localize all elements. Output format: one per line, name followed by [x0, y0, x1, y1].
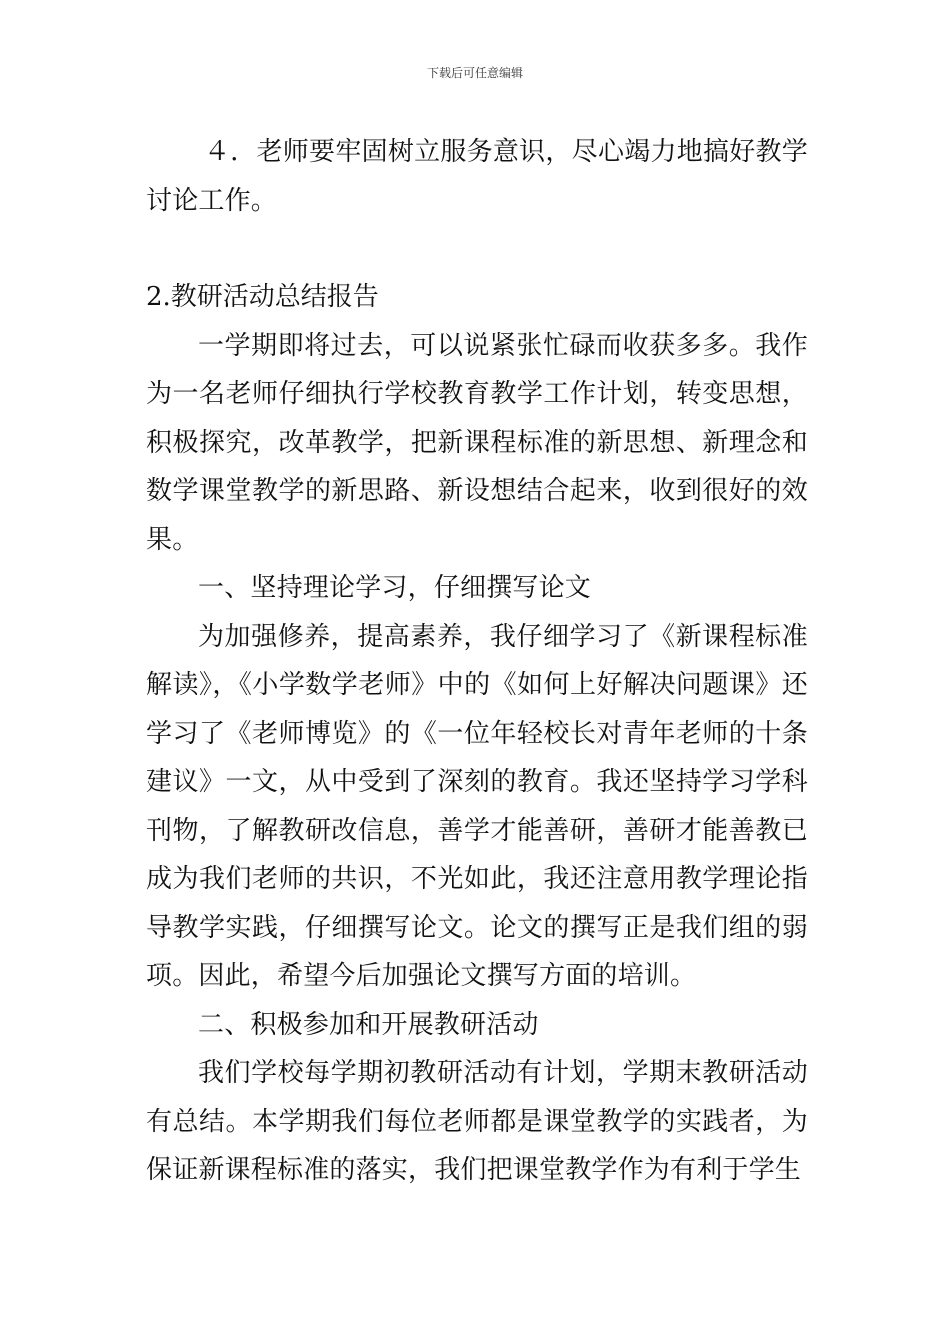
document-body — [146, 128, 808, 1195]
paragraph-item-4: ４．老师要牢固树立服务意识，尽心竭力地搞好教学讨论工作。 — [146, 137, 808, 216]
section-heading: 2.教研活动总结报告 — [146, 282, 379, 312]
page-header-note: 下载后可任意编辑 — [426, 66, 523, 80]
section-spacer — [146, 225, 808, 273]
intro-paragraph: 一学期即将过去，可以说紧张忙碌而收获多多。我作为一名老师仔细执行学校教育教学工作计划，转变思想，积极探究，改革教学，把新课程标准的新思想、新理念和数学课堂教学的新思路、新设想结合起来，收到很好的效果。 — [146, 330, 808, 555]
subheading-two: 二、积极参加和开展教研活动 — [198, 1009, 539, 1040]
research-activity-paragraph: 我们学校每学期初教研活动有计划，学期末教研活动有总结。本学期我们每位老师都是课堂教学的实践者，为保证新课程标准的落实，我们把课堂教学作为有利于学生 — [146, 1058, 808, 1185]
theory-study-paragraph: 为加强修养，提高素养，我仔细学习了《新课程标准解读》，《小学数学老师》中的《如何上好解决问题课》还学习了《老师博览》的《一位年轻校长对青年老师的十条建议》一文，从中受到了深刻的教育。我还坚持学习学科刊物，了解教研改信息，善学才能善研，善研才能善教已成为我们老师的共识，不光如此，我还注意用教学理论指导教学实践，仔细撰写论文。论文的撰写正是我们组的弱项。因此，希望今后加强论文撰写方面的培训。 — [146, 621, 808, 991]
subheading-one: 一、坚持理论学习，仔细撰写论文 — [198, 573, 592, 603]
